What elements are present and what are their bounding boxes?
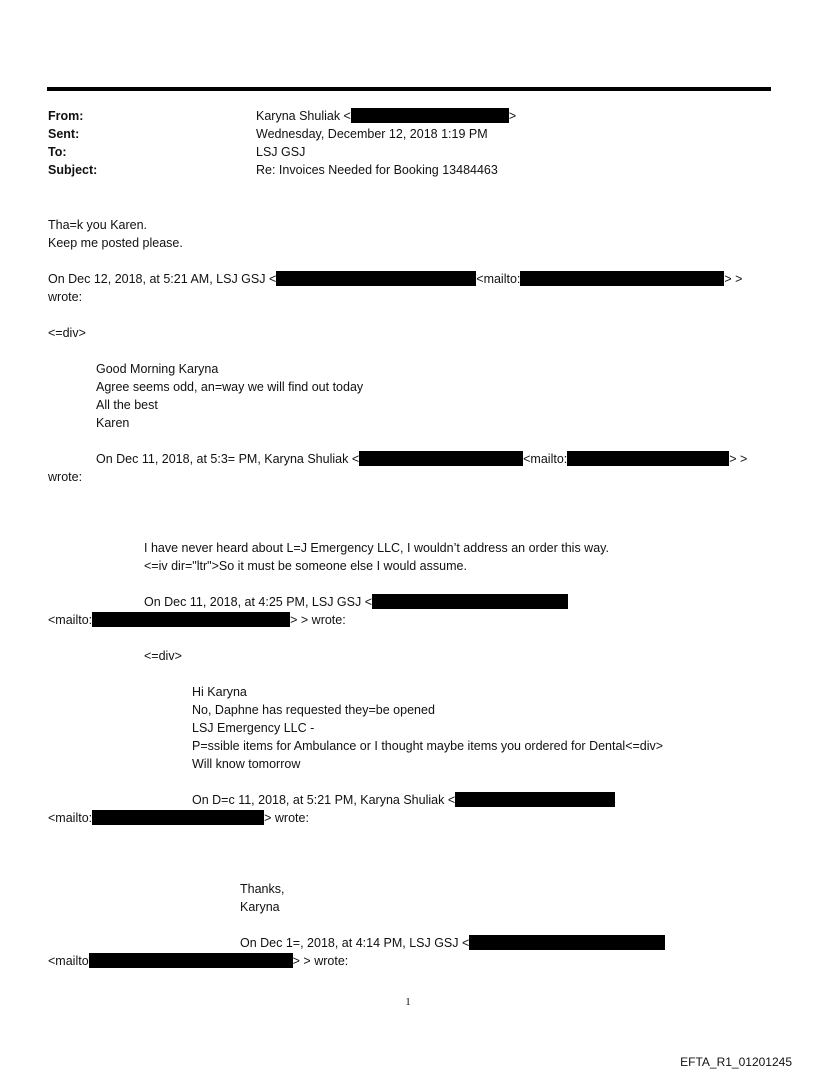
body-line: Karyna xyxy=(240,900,280,914)
to-label: To: xyxy=(48,145,67,159)
to-value: LSJ GSJ xyxy=(256,145,306,159)
body-line: Keep me posted please. xyxy=(48,236,183,250)
redaction-block xyxy=(455,792,615,807)
body-line: P=ssible items for Ambulance or I thought maybe items you ordered for Dental<=div> xyxy=(192,739,664,753)
redaction-block xyxy=(89,953,293,968)
quote-header-3: On Dec 11, 2018, at 4:25 PM, LSJ GSJ < xyxy=(144,594,568,610)
redaction-block xyxy=(567,451,729,466)
div-tag-2: <=div> xyxy=(144,649,182,663)
body-line: Agree seems odd, an=way we will find out today xyxy=(96,380,364,394)
from-label: From: xyxy=(48,109,84,123)
quote-header-1: On Dec 12, 2018, at 5:21 AM, LSJ GSJ < <mailto: > > xyxy=(48,272,743,286)
quote-header-2: On Dec 11, 2018, at 5:3= PM, Karyna Shuliak < <mailto: > > xyxy=(96,452,748,466)
subject-value: Re: Invoices Needed for Booking 13484463 xyxy=(256,163,498,177)
redaction-block xyxy=(469,935,665,950)
body-line: Will know tomorrow xyxy=(192,757,301,771)
redaction-block xyxy=(520,271,724,286)
sent-value: Wednesday, December 12, 2018 1:19 PM xyxy=(256,127,488,141)
div-tag-1: <=div> xyxy=(48,326,86,340)
quote-wrote-2: wrote: xyxy=(48,470,83,484)
redaction-block xyxy=(276,271,476,286)
redaction-block xyxy=(351,108,509,123)
header-rule xyxy=(47,87,771,91)
redaction-block xyxy=(372,594,568,609)
body-line: Thanks, xyxy=(240,882,285,896)
quote-header-5: On Dec 1=, 2018, at 4:14 PM, LSJ GSJ < xyxy=(240,935,665,951)
body-line: Hi Karyna xyxy=(192,685,247,699)
subject-label: Subject: xyxy=(48,163,98,177)
from-value: Karyna Shuliak < > xyxy=(256,109,517,123)
sent-label: Sent: xyxy=(48,127,80,141)
body-line: All the best xyxy=(96,398,158,412)
body-line: <=iv dir="ltr">So it must be someone else I would assume. xyxy=(144,559,467,573)
quote-mailto-4: <mailto: > wrote: xyxy=(48,811,309,825)
redaction-block xyxy=(92,810,264,825)
body-line: Tha=k you Karen. xyxy=(48,218,148,232)
body-line: LSJ Emergency LLC - xyxy=(192,721,315,735)
redaction-block xyxy=(92,612,290,627)
page-number: 1 xyxy=(405,996,411,1008)
body-line: Good Morning Karyna xyxy=(96,362,219,376)
quote-mailto-3: <mailto: > > wrote: xyxy=(48,613,346,627)
quote-mailto-5: <mailto > > wrote: xyxy=(48,954,349,968)
redaction-block xyxy=(359,451,523,466)
body-line: No, Daphne has requested they=be opened xyxy=(192,703,435,717)
document-id: EFTA_R1_01201245 xyxy=(680,1055,792,1069)
body-line: Karen xyxy=(96,416,130,430)
quote-wrote-1: wrote: xyxy=(48,290,83,304)
quote-header-4: On D=c 11, 2018, at 5:21 PM, Karyna Shuliak < xyxy=(192,792,615,808)
body-line: I have never heard about L=J Emergency LLC, I wouldn’t address an order this way. xyxy=(144,541,609,555)
